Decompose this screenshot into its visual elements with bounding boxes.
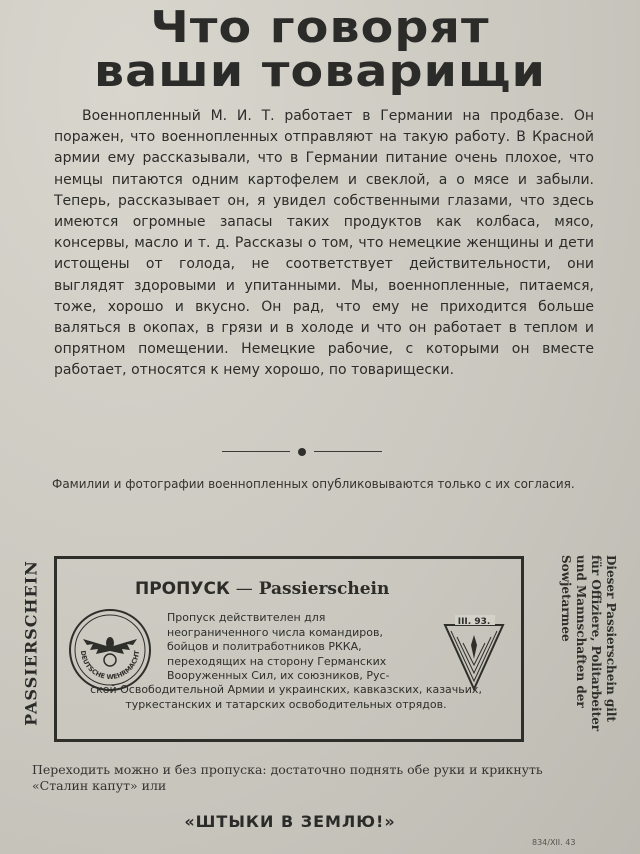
pass-text-1: Пропуск действителен для неограниченного числа командиров, бойцов и политработников РККА, переходящих на сторону Германских Вооруженных Сил, их союзников, Рус-: [167, 611, 390, 683]
pass-title-ru: ПРОПУСК: [135, 579, 230, 599]
pass-box: [54, 556, 524, 742]
footer-instructions: Переходить можно и без пропуска: достаточно поднять обе руки и крикнуть «Сталин капут» или: [32, 762, 543, 793]
body-paragraph: Военнопленный М. И. Т. работает в Германии на продбазе. Он поражен, что военнопленных отправляют на такую работу. В Красной армии ему рассказывали, что в Германии питание очень плохое, что немцы питаются одним картофелем и свеклой, а о мясе и забыли. Теперь, рассказывает он, я увидел собственными глазами, что здесь имеются огромные запасы таких продуктов как колбаса, мясо, консервы, масло и т. д. Рассказы о том, что немецкие женщины и дети истощены от голода, не соответствует действительности, они выглядят здоровыми и упитанными. Мы, военнопленные, питаемся, тоже, хорошо и вкусно. Он рад, что ему не приходится больше валяться в окопах, в грязи и в холоде и что он работает в теплом и опрятном помещении. Немецкие рабочие, с которыми он вместе работает, относятся к нему хорошо, по товарищески.: [54, 108, 594, 379]
consent-note: Фамилии и фотографии военнопленных опубликовываются только с их согласия.: [52, 477, 575, 491]
headline-line-2: ваши товарищи: [94, 46, 546, 97]
pass-text-2: ской Освободительной Армии и украинских, кавказских, казачьих, туркестанских и татарских освободительных отрядов.: [90, 682, 482, 711]
passierschein-side-label: PASSIERSCHEIN: [21, 560, 41, 726]
headline-line-1: Что говорят: [150, 2, 490, 53]
slogan: «ШТЫКИ В ЗЕМЛЮ!»: [184, 812, 396, 831]
pass-body-text: [57, 611, 521, 712]
print-code: 834/XII. 43: [532, 838, 576, 847]
svg-text:DEUTSCHE WEHRMACHT: DEUTSCHE WEHRMACHT: [78, 650, 142, 681]
pass-title-dash: —: [235, 579, 253, 599]
pass-title: [135, 579, 495, 599]
ornament-divider: [222, 449, 382, 455]
pass-title-de: Passierschein: [258, 579, 390, 599]
pass-validity-side-text: Dieser Passierschein gilt für Offiziere, Politarbeiter und Mannschaften der Sowjetarmee: [559, 555, 618, 732]
svg-text:III. 93.: III. 93.: [457, 617, 491, 627]
